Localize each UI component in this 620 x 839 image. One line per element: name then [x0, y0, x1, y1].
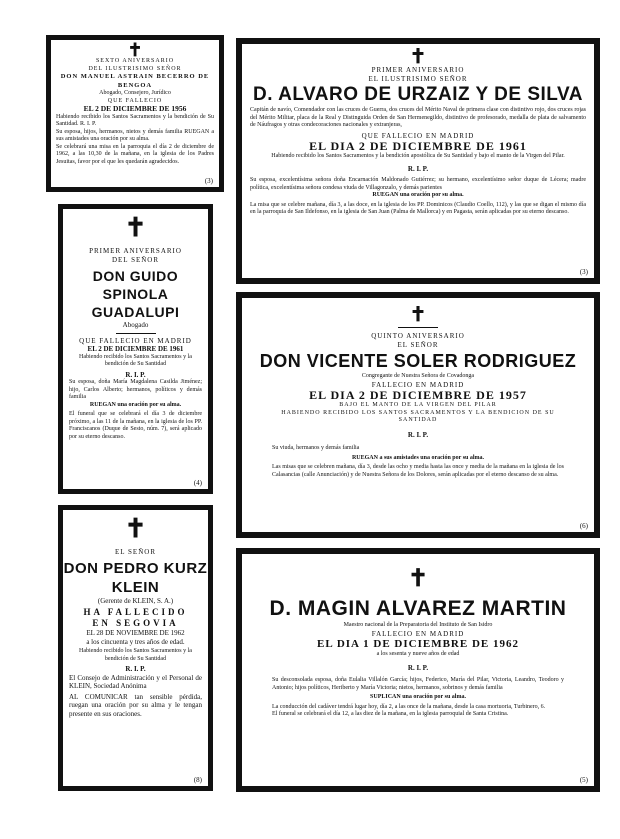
body-text-1: Habiendo recibido los Santos Sacramentos y la bendición de Su Santidad: [79, 648, 192, 662]
deceased-name-1: DON GUIDO SPINOLA: [92, 268, 179, 302]
deceased-name: D. MAGIN ALVAREZ MARTIN: [269, 597, 567, 620]
title-line: EL SEÑOR: [397, 340, 439, 349]
anniversary-line: PRIMER ANIVERSARIO: [89, 247, 182, 255]
body-text-1: Habiendo recibido los Santos Sacramentos y la bendición de Su Santidad. R. I. P.: [56, 113, 214, 127]
died-line: QUE FALLECIO EN MADRID: [79, 336, 192, 345]
age: a los sesenta y nueve años de edad: [376, 651, 460, 657]
title-line: DEL ILUSTRISIMO SEÑOR: [88, 65, 182, 72]
deceased-name-2: KLEIN: [111, 578, 160, 596]
body-text-2: Su esposa, hijos, hermanos, nietos y demás familia RUEGAN a sus amistades una oración por su alma.: [56, 128, 214, 142]
title-line: DEL SEÑOR: [111, 255, 160, 264]
deceased-name: DON VICENTE SOLER RODRIGUEZ: [259, 351, 577, 371]
body-text-2: La conducción del cadáver tendrá lugar hoy, día 2, a las once de la mañana, desde la casa mortuoria, Turbinero, 6.: [272, 703, 546, 710]
deceased-name: DON MANUEL ASTRAIN BECERRO DE BENGOA: [60, 73, 210, 89]
rip: R. I. P.: [125, 370, 146, 379]
deceased-name-1: DON PEDRO KURZ: [63, 559, 208, 577]
body-text-1: Su desconsolada esposa, doña Eulalia Villalón García; hijos, Federico, María del Pilar, Victoria, Leandro, Teodoro y Antonio; hijos políticos, Heriberto y María Victoria; nietos, hermanos, sobrinos y demás familia: [272, 677, 564, 691]
notice-urzaiz: [236, 38, 600, 284]
title-line: EL ILUSTRISIMO SEÑOR: [368, 74, 468, 83]
ruegan: RUEGAN una oración por su alma.: [372, 192, 464, 198]
death-date: EL DIA 2 DE DICIEMBRE DE 1961: [309, 139, 527, 153]
rip: R. I. P.: [407, 430, 429, 439]
body-text-1: Habiendo recibido los Santos Sacramentos y la bendición de Su Santidad: [79, 353, 192, 367]
divider: [116, 333, 156, 334]
rip: R. I. P.: [407, 663, 429, 672]
death-date: EL DIA 2 DE DICIEMBRE DE 1957: [309, 388, 527, 402]
body-text-2: HABIENDO RECIBIDO LOS SANTOS SACRAMENTOS Y LA BENDICION DE SU SANTIDAD: [281, 409, 555, 423]
body-text-2: Habiendo recibido los Santos Sacramentos y la bendición apostólica de Su Santidad y bajo el manto de la Virgen del Pilar.: [271, 153, 565, 159]
death-date: EL DIA 1 DE DICIEMBRE DE 1962: [317, 638, 519, 650]
notice-number: (3): [204, 177, 213, 185]
notice-number: (4): [193, 479, 202, 487]
notice-number: (5): [579, 776, 588, 784]
died-line: QUE FALLECIO EN MADRID: [361, 131, 475, 140]
death-date: EL 28 DE NOVIEMBRE DE 1962: [86, 629, 185, 637]
suplican: SUPLICAN una oración por su alma.: [370, 694, 466, 700]
divider: [398, 327, 438, 328]
died-line: FALLECIO EN MADRID: [371, 380, 465, 389]
cross-icon: ✝: [407, 566, 429, 592]
death-date: EL 2 DE DICIEMBRE DE 1956: [83, 104, 187, 113]
died-line-1: HA FALLECIDO: [83, 607, 188, 617]
deceased-role: Congregante de Nuestra Señora de Covadonga: [361, 373, 475, 379]
notice-spinola: [58, 204, 213, 494]
body-text-2: Su esposa, doña María Magdalena Casilda Jiménez; hijo, Carlos Alberto; hermanos, políticos y demás familia: [69, 379, 202, 400]
title-line: EL SEÑOR: [115, 548, 156, 556]
body-text-3: AL COMUNICAR tan sensible pérdida, ruegan una oración por su alma y le tengan presente en sus oraciones.: [69, 692, 202, 718]
rip: R. I. P.: [125, 665, 146, 673]
body-text-4: La misa que se celebre mañana, día 3, a las doce, en la iglesia de los PP. Dominicos (Claudio Coello, 112), y las que se digan el mismo día en la parroquia de San Ildefonso, en la iglesia de San Juan (Palma de Mallorca) y en Pagasta, serán aplicadas por su eterno descanso.: [250, 201, 586, 215]
cross-icon: ✝: [124, 213, 147, 242]
notice-alvarez: [236, 548, 600, 792]
body-text-1: BAJO EL MANTO DE LA VIRGEN DEL PILAR: [339, 402, 497, 408]
body-text-3: El funeral se celebrará el día 12, a las diez de la mañana, en la iglesia parroquial de Santa Cristina.: [272, 711, 509, 717]
body-text-1: Capitán de navío, Comendador con las cruces de Guerra, dos cruces del Mérito Naval de primera clase con distintivo rojo, dos cruces rojas del Mérito Militar, placa de la Real y Distinguida Orden de San Hermenegildo, distintivo de profesorado, medalla de plata de salvamento de Náufragos y otras condecoraciones nacionales y extranjeras,: [250, 107, 586, 128]
age: a los cincuenta y tres años de edad.: [86, 637, 185, 646]
deceased-role: Abogado, Consejero, Jurídico: [99, 90, 171, 96]
body-text-3: Se celebrará una misa en la parroquia el día 2 de diciembre de 1962, a las 10,30 de la mañana, en la iglesia de los Padres Jesuitas, favor por el que les quedarán agradecidos.: [56, 143, 214, 165]
anniversary-line: SEXTO ANIVERSARIO: [95, 58, 175, 64]
cross-icon: ✝: [409, 46, 427, 68]
cross-icon: ✝: [409, 304, 427, 326]
deceased-name: D. ALVARO DE URZAIZ Y DE SILVA: [253, 84, 583, 105]
deceased-role: (Gerente de KLEIN, S. A.): [97, 596, 174, 605]
deceased-name-2: GUADALUPI: [91, 304, 180, 320]
deceased-role: Abogado: [122, 321, 149, 329]
died-line: FALLECIO EN MADRID: [371, 629, 465, 638]
died-line: QUE FALLECIO: [107, 97, 163, 104]
notice-number: (6): [579, 522, 588, 530]
rip: R. I. P.: [407, 164, 429, 173]
body-text-3: Su viuda, hermanos y demás familia: [272, 445, 360, 451]
died-line-2: EN SEGOVIA: [92, 618, 179, 628]
anniversary-line: QUINTO ANIVERSARIO: [371, 332, 465, 340]
body-text-3: Su esposa, excelentísima señora doña Encarnación Maldonado Gutiérrez; su hermano, excelentísimo señor duque de Lécera; madre política, excelentísima señora condesa viuda de Villagonzalo, y demás parientes: [250, 177, 586, 191]
body-text-4: Las misas que se celebren mañana, día 3, desde las ocho y media hasta las once y media de la mañana en la iglesia de los Calasancias (calle Anunciación) y de Nuestra Señora de los Dolores, serán aplicadas por el eterno descanso de su alma.: [272, 464, 564, 478]
notice-number: (8): [193, 776, 202, 784]
ruegan: RUEGAN una oración por su alma.: [89, 401, 182, 408]
death-date: EL 2 DE DICIEMBRE DE 1961: [87, 345, 184, 353]
body-text-3: El funeral que se celebrará el día 3 de diciembre próximo, a las 11 de la mañana, en la iglesia de los PP. Franciscanos (Duque de Sesto, núm. 7), será aplicado por su eterno descanso.: [69, 411, 202, 440]
cross-icon: ✝: [124, 514, 147, 543]
notice-kurz: [58, 505, 213, 791]
deceased-role: Maestro nacional de la Preparatoria del Instituto de San Isidro: [343, 622, 493, 628]
notice-number: (3): [579, 268, 588, 276]
notice-astrain: [46, 35, 224, 192]
cross-icon: ✝: [127, 40, 143, 60]
notice-soler: [236, 292, 600, 538]
anniversary-line: PRIMER ANIVERSARIO: [371, 66, 465, 74]
ruegan: RUEGAN a sus amistades una oración por su alma.: [351, 454, 485, 461]
body-text-2: El Consejo de Administración y el Personal de KLEIN, Sociedad Anónima: [69, 673, 202, 690]
